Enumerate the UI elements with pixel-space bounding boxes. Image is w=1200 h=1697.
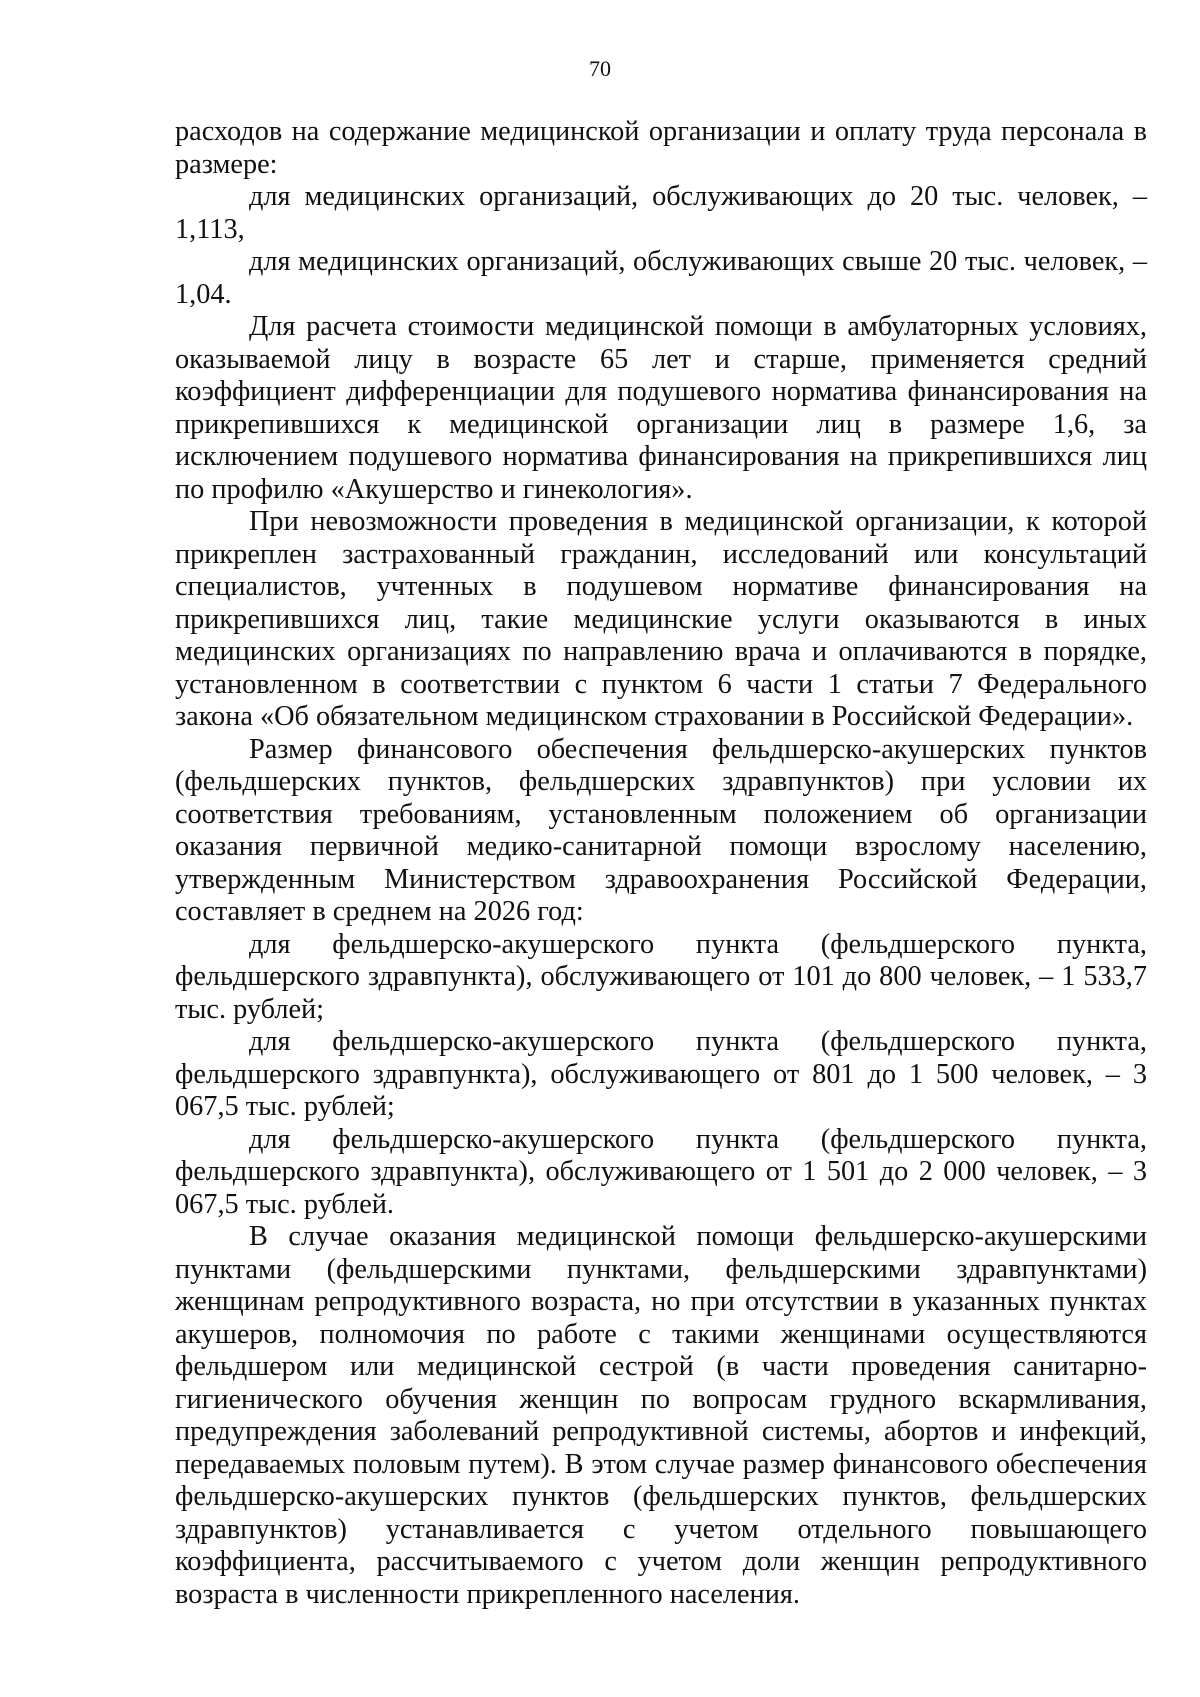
- paragraph-expenses-continuation: расходов на содержание медицинской организации и оплату труда персонала в размере:: [175, 116, 1147, 180]
- paragraph-age-65-coefficient: Для расчета стоимости медицинской помощи в амбулаторных условиях, оказываемой лицу в возрасте 65 лет и старше, применяется средний коэффициент дифференциации для подушевого норматива финансирования на прикрепившихся к медицинской организации лиц в размере 1,6, за исключением подушевого норматива финансирования на прикрепившихся лиц по профилю «Акушерство и гинекология».: [175, 311, 1147, 505]
- paragraph-coefficient-over-20k: для медицинских организаций, обслуживающих свыше 20 тыс. человек, – 1,04.: [175, 246, 1147, 310]
- paragraph-feldsher-financing: Размер финансового обеспечения фельдшерско-акушерских пунктов (фельдшерских пунктов, фельдшерских здравпунктов) при условии их соответствия требованиям, установленным положением об организации оказания первичной медико-санитарной помощи взрослому населению, утвержденным Министерством здравоохранения Российской Федерации, составляет в среднем на 2026 год:: [175, 733, 1147, 927]
- paragraph-coefficient-up-to-20k: для медицинских организаций, обслуживающих до 20 тыс. человек, – 1,113,: [175, 181, 1147, 245]
- page-number: 70: [589, 56, 611, 81]
- paragraph-feldsher-801-1500: для фельдшерско-акушерского пункта (фельдшерского пункта, фельдшерского здравпункта), обслуживающего от 801 до 1 500 человек, – 3 067,5 тыс. рублей;: [175, 1026, 1147, 1122]
- paragraph-reproductive-age-women: В случае оказания медицинской помощи фельдшерско-акушерскими пунктами (фельдшерскими пунктами, фельдшерскими здравпунктами) женщинам репродуктивного возраста, но при отсутствии в указанных пунктах акушеров, полномочия по работе с такими женщинами осуществляются фельдшером или медицинской сестрой (в части проведения санитарно-гигиенического обучения женщин по вопросам грудного вскармливания, предупреждения заболеваний репродуктивной системы, абортов и инфекций, передаваемых половым путем). В этом случае размер финансового обеспечения фельдшерско-акушерских пунктов (фельдшерских пунктов, фельдшерских здравпунктов) устанавливается с учетом отдельного повышающего коэффициента, рассчитываемого с учетом доли женщин репродуктивного возраста в численности прикрепленного населения.: [175, 1221, 1147, 1610]
- paragraph-feldsher-1501-2000: для фельдшерско-акушерского пункта (фельдшерского пункта, фельдшерского здравпункта), обслуживающего от 1 501 до 2 000 человек, – 3 067,5 тыс. рублей.: [175, 1123, 1147, 1220]
- paragraph-other-organizations: При невозможности проведения в медицинской организации, к которой прикреплен застрахованный гражданин, исследований или консультаций специалистов, учтенных в подушевом нормативе финансирования на прикрепившихся лиц, такие медицинские услуги оказываются в иных медицинских организациях по направлению врача и оплачиваются в порядке, установленном в соответствии с пунктом 6 части 1 статьи 7 Федерального закона «Об обязательном медицинском страховании в Российской Федерации».: [175, 506, 1147, 732]
- document-body: [175, 116, 1147, 1611]
- paragraph-feldsher-101-800: для фельдшерско-акушерского пункта (фельдшерского пункта, фельдшерского здравпункта), обслуживающего от 101 до 800 человек, – 1 533,7 тыс. рублей;: [175, 928, 1147, 1025]
